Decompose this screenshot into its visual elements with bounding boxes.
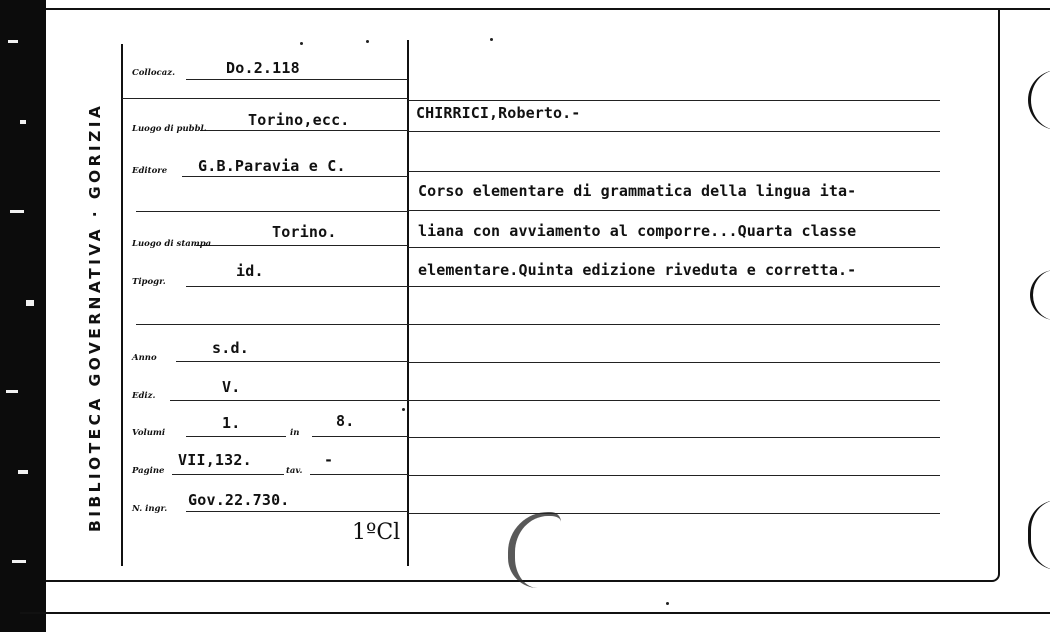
- value-tipogr: id.: [236, 262, 264, 280]
- edge-curl-top: [1028, 70, 1050, 130]
- value-volumi: 1.: [222, 414, 241, 432]
- speck: [300, 42, 303, 45]
- value-tav: -: [324, 451, 334, 469]
- label-pagine: Pagine: [132, 466, 165, 476]
- label-tipogr: Tipogr.: [132, 277, 166, 287]
- speck: [402, 408, 405, 411]
- handwritten-class-mark: 1ºCl: [352, 520, 401, 545]
- edge-curl-bottom: [1028, 500, 1050, 570]
- luogo-pubbl-line: [200, 130, 408, 131]
- tipogr-line: [186, 286, 408, 287]
- right-rule-5: [408, 247, 940, 248]
- speck: [366, 40, 369, 43]
- entry-title-line-1: Corso elementare di grammatica della lingua ita-: [418, 182, 857, 200]
- in-line: [312, 436, 408, 437]
- entry-author: CHIRRICI,Roberto.-: [416, 104, 581, 122]
- label-ediz: Ediz.: [132, 391, 156, 401]
- label-tav: tav.: [286, 466, 303, 476]
- speck: [490, 38, 493, 41]
- value-pagine: VII,132.: [178, 451, 252, 469]
- right-rule-6: [408, 286, 940, 287]
- library-stamp: BIBLIOTECA GOVERNATIVA · GORIZIA: [86, 102, 104, 532]
- n-ingr-line: [186, 511, 408, 512]
- right-rule-4: [408, 210, 940, 211]
- right-rule-12: [408, 513, 940, 514]
- left-rule-2: [136, 211, 408, 212]
- entry-title-line-3: elementare.Quinta edizione riveduta e corretta.-: [418, 261, 857, 279]
- value-n-ingr: Gov.22.730.: [188, 491, 290, 509]
- right-rule-1: [408, 100, 940, 101]
- center-column-rule: [407, 40, 409, 566]
- value-in: 8.: [336, 412, 355, 430]
- speck: [666, 602, 669, 605]
- label-n-ingr: N. ingr.: [132, 504, 168, 514]
- right-rule-7: [408, 324, 940, 325]
- left-margin-rule: [121, 44, 123, 566]
- value-luogo-pubbl: Torino,ecc.: [248, 111, 350, 129]
- label-luogo-stampa: Luogo di stampa: [132, 239, 212, 249]
- label-collocazione: Collocaz.: [132, 68, 176, 78]
- luogo-stampa-line: [196, 245, 408, 246]
- value-collocazione: Do.2.118: [226, 59, 300, 77]
- page-bottom-edge: [20, 612, 1050, 614]
- entry-title-line-2: liana con avviamento al comporre...Quarta classe: [418, 222, 857, 240]
- right-rule-3: [408, 171, 940, 172]
- tav-line: [310, 474, 408, 475]
- right-rule-8: [408, 362, 940, 363]
- right-rule-2: [408, 131, 940, 132]
- anno-line: [176, 361, 408, 362]
- label-in: in: [290, 428, 300, 438]
- label-editore: Editore: [132, 166, 168, 176]
- right-rule-10: [408, 437, 940, 438]
- label-volumi: Volumi: [132, 428, 166, 438]
- pagine-line: [172, 474, 284, 475]
- edge-curl-middle: [1030, 270, 1050, 320]
- label-luogo-pubbl: Luogo di pubbl.: [132, 124, 207, 134]
- left-section-rule: [122, 98, 408, 99]
- right-rule-11: [408, 475, 940, 476]
- collocazione-line: [186, 79, 408, 80]
- volumi-line: [186, 436, 286, 437]
- ediz-line: [170, 400, 408, 401]
- value-ediz: V.: [222, 378, 241, 396]
- label-anno: Anno: [132, 353, 157, 363]
- right-rule-9: [408, 400, 940, 401]
- value-anno: s.d.: [212, 339, 249, 357]
- left-rule-3: [136, 324, 408, 325]
- value-luogo-stampa: Torino.: [272, 223, 337, 241]
- scan-binding-edge: [0, 0, 46, 632]
- editore-line: [182, 176, 408, 177]
- value-editore: G.B.Paravia e C.: [198, 157, 346, 175]
